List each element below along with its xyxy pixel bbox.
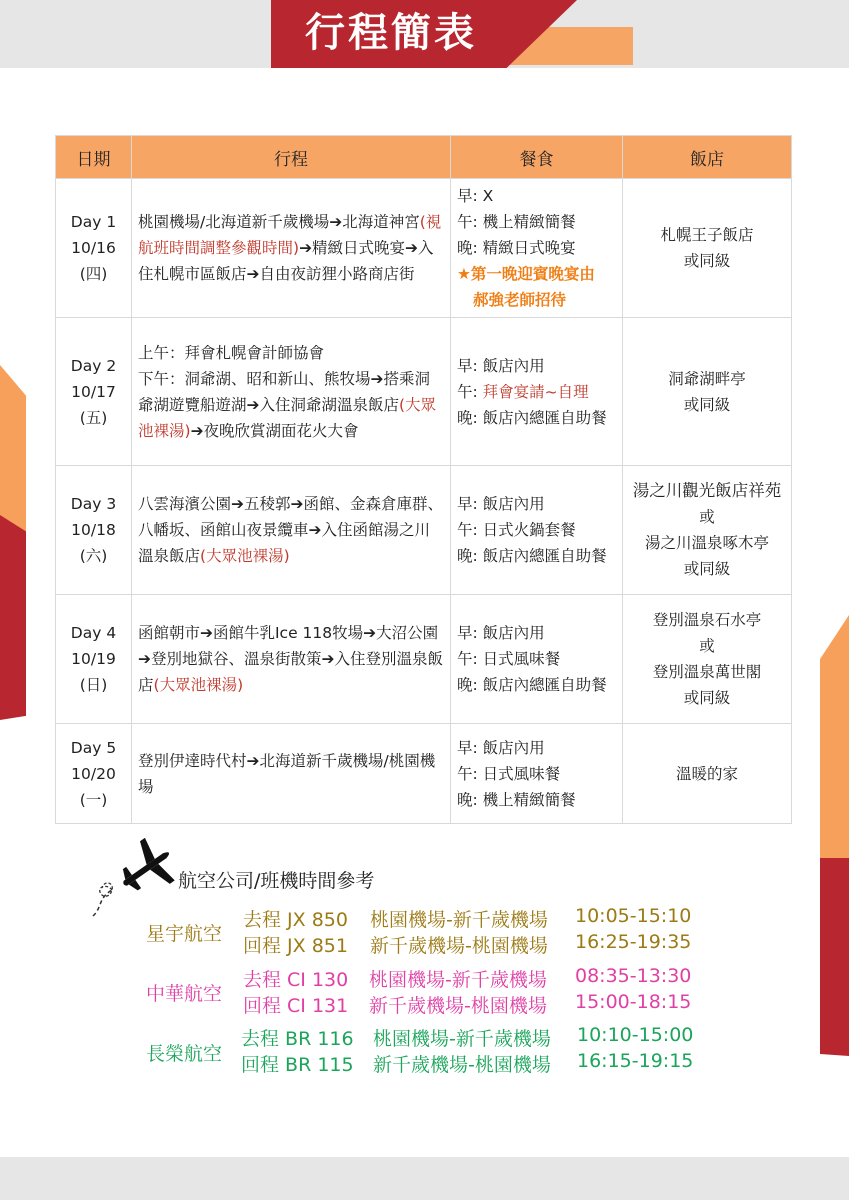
hotel-name: 或同級	[683, 252, 731, 270]
day-label: Day 4	[70, 624, 117, 642]
meal-dinner: 晚: 飯店內總匯自助餐	[457, 408, 607, 427]
itinerary-cell	[132, 724, 451, 824]
header-date: 日期	[56, 136, 132, 179]
itinerary-highlight: (視航班時間調整參觀時間)	[138, 213, 442, 257]
hotel-name: 札幌王子飯店	[660, 226, 754, 244]
hotel-name: 湯之川溫泉啄木亭	[644, 534, 769, 552]
airline-name: 星宇航空	[146, 923, 223, 945]
header-hotel: 飯店	[623, 136, 792, 179]
table-row	[56, 318, 792, 466]
table-row	[56, 724, 792, 824]
meal-dinner: 晚: 飯店內總匯自助餐	[457, 676, 607, 694]
day-date: 10/17	[71, 382, 116, 401]
itinerary-cell	[132, 595, 451, 724]
table-row	[56, 179, 792, 318]
flight-route: 桃園機場-新千歲機場	[370, 909, 548, 931]
meal-breakfast: 早: 飯店內用	[457, 495, 545, 513]
day-weekday: (五)	[79, 408, 108, 427]
meal-lunch: 午: 機上精緻簡餐	[457, 213, 576, 231]
flight-label: 回程 JX 851	[243, 935, 348, 957]
itinerary-text: ➔精緻日式晚宴➔入住札幌市區飯店➔自由夜訪狸小路商店街	[138, 239, 434, 283]
flight-time: 10:10-15:00	[577, 1024, 694, 1046]
hotel-name: 或同級	[683, 689, 731, 707]
hotel-cell	[623, 179, 792, 318]
airline-name: 長榮航空	[146, 1043, 223, 1065]
day-weekday: (一)	[79, 790, 108, 809]
hotel-cell	[623, 595, 792, 724]
hotel-name: 湯之川觀光飯店祥苑	[632, 481, 782, 500]
decor-left-red	[0, 515, 26, 720]
meal-breakfast: 早: 飯店內用	[457, 356, 545, 375]
day-label: Day 3	[70, 495, 117, 513]
flight-time: 16:25-19:35	[575, 931, 692, 953]
flight-label: 去程 JX 850	[243, 909, 348, 931]
meals-cell	[451, 595, 623, 724]
day-weekday: (日)	[79, 676, 108, 694]
itinerary-text: 登別伊達時代村➔北海道新千歲機場/桃園機場	[138, 751, 436, 796]
day-date: 10/20	[71, 764, 116, 783]
table-row	[56, 595, 792, 724]
itinerary-text: ➔夜晚欣賞湖面花火大會	[190, 421, 359, 440]
day-cell	[56, 724, 132, 824]
hotel-name: 或同級	[683, 395, 731, 414]
meal-dinner: 晚: 精緻日式晚宴	[457, 239, 576, 257]
flight-label: 回程 BR 115	[241, 1054, 354, 1076]
day-date: 10/16	[71, 239, 116, 257]
day-cell	[56, 179, 132, 318]
meal-lunch: 午: 日式火鍋套餐	[457, 521, 576, 539]
flight-time: 15:00-18:15	[575, 991, 692, 1013]
meal-breakfast: 早: X	[457, 187, 494, 205]
itinerary-text: 下午：洞爺湖、昭和新山、熊牧場➔搭乘洞爺湖遊覽船遊湖➔入住洞爺湖溫泉飯店	[138, 369, 430, 414]
table-header-row	[56, 136, 792, 179]
meals-cell	[451, 724, 623, 824]
flight-time: 08:35-13:30	[575, 965, 692, 987]
meals-cell	[451, 466, 623, 595]
flight-route: 新千歲機場-桃園機場	[369, 995, 547, 1017]
flight-route: 桃園機場-新千歲機場	[369, 969, 547, 991]
itinerary-text: 函館朝市➔函館牛乳Ice 118牧場➔大沼公園➔登別地獄谷、溫泉街散策➔入住登別溫泉飯店	[138, 624, 443, 694]
day-label: Day 1	[70, 213, 117, 231]
flight-route: 新千歲機場-桃園機場	[373, 1054, 551, 1076]
itinerary-text: 上午：拜會札幌會計師協會	[138, 343, 325, 362]
itinerary-highlight: (大眾池裸湯)	[200, 547, 290, 565]
meals-cell	[451, 179, 623, 318]
footer-band	[0, 1157, 849, 1200]
decor-right-orange	[820, 615, 849, 860]
hotel-name: 洞爺湖畔亭	[668, 369, 746, 388]
itinerary-cell	[132, 318, 451, 466]
hotel-name: 溫暖的家	[675, 764, 738, 783]
day-cell	[56, 595, 132, 724]
airplane-icon	[90, 838, 180, 918]
flight-time: 10:05-15:10	[575, 905, 692, 927]
day-date: 10/19	[71, 650, 116, 668]
table-row	[56, 466, 792, 595]
flight-label: 去程 BR 116	[241, 1028, 354, 1050]
day-cell	[56, 466, 132, 595]
day-label: Day 5	[70, 738, 117, 757]
hotel-name: 登別溫泉萬世閣	[652, 663, 762, 681]
hotel-cell	[623, 466, 792, 595]
flight-label: 回程 CI 131	[243, 995, 349, 1017]
day-weekday: (六)	[79, 547, 108, 565]
decor-left-orange	[0, 365, 26, 535]
airline-name: 中華航空	[146, 983, 223, 1005]
meals-cell	[451, 318, 623, 466]
day-cell	[56, 318, 132, 466]
day-date: 10/18	[71, 521, 116, 539]
meal-breakfast: 早: 飯店內用	[457, 738, 545, 757]
meal-lunch: 午: 日式風味餐	[457, 764, 561, 783]
itinerary-highlight: (大眾池裸湯)	[138, 395, 437, 440]
meal-lunch: 午: 日式風味餐	[457, 650, 561, 668]
hotel-cell	[623, 724, 792, 824]
itinerary-text: 桃園機場/北海道新千歲機場➔北海道神宮	[138, 213, 420, 231]
hotel-name: 或同級	[683, 560, 731, 578]
meal-dinner: 晚: 機上精緻簡餐	[457, 790, 576, 809]
page-title: 行程簡表	[305, 10, 477, 56]
itinerary-cell	[132, 466, 451, 595]
flights-title: 航空公司/班機時間參考	[178, 870, 375, 892]
meal-breakfast: 早: 飯店內用	[457, 624, 545, 642]
flight-time: 16:15-19:15	[577, 1050, 694, 1072]
itinerary-text: 八雲海濱公園➔五稜郭➔函館、金森倉庫群、八幡坂、函館山夜景纜車➔入住函館湯之川溫泉飯店	[138, 495, 443, 565]
meal-lunch-highlight: 拜會宴請~自理	[482, 382, 589, 401]
itinerary-highlight: (大眾池裸湯)	[153, 676, 244, 694]
flight-route: 桃園機場-新千歲機場	[373, 1028, 551, 1050]
header-itinerary: 行程	[132, 136, 451, 179]
meal-note: ★第一晚迎賓晚宴由	[457, 265, 595, 283]
meal-lunch-prefix: 午:	[457, 382, 483, 401]
flight-route: 新千歲機場-桃園機場	[370, 935, 548, 957]
meal-dinner: 晚: 飯店內總匯自助餐	[457, 547, 607, 565]
meal-note: 郝強老師招待	[473, 291, 567, 309]
hotel-cell	[623, 318, 792, 466]
flight-label: 去程 CI 130	[243, 969, 349, 991]
hotel-name: 或	[699, 637, 715, 655]
header-meals: 餐食	[451, 136, 623, 179]
day-label: Day 2	[70, 356, 117, 375]
hotel-name: 登別溫泉石水亭	[652, 611, 762, 629]
hotel-name: 或	[699, 508, 715, 526]
day-weekday: (四)	[79, 265, 108, 283]
decor-right-red	[820, 858, 849, 1056]
itinerary-cell	[132, 179, 451, 318]
meal-lunch	[457, 379, 616, 405]
schedule-table	[55, 135, 792, 824]
